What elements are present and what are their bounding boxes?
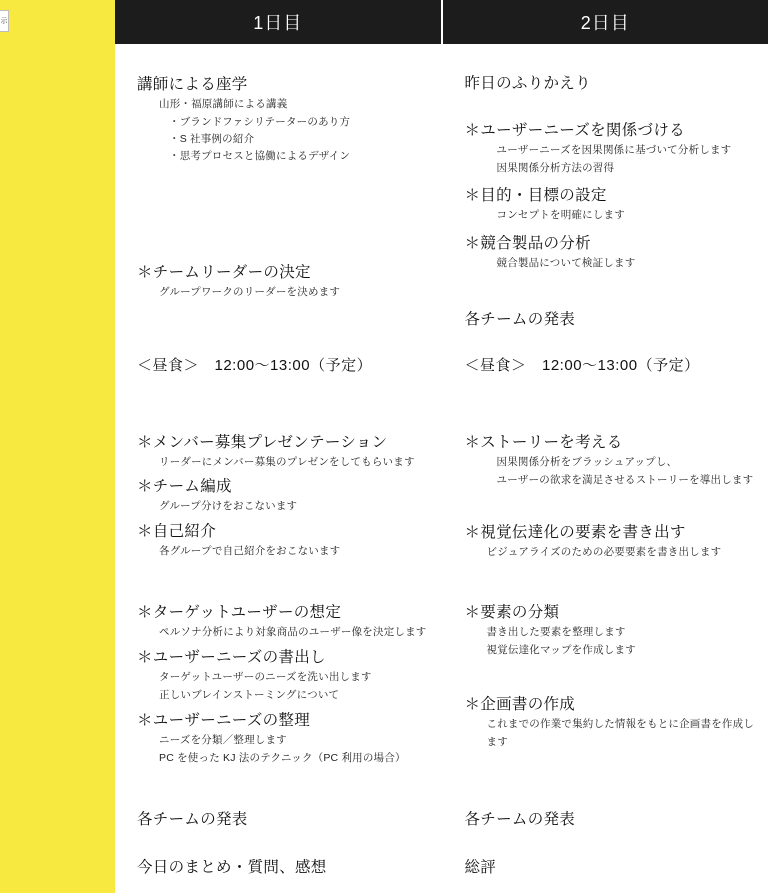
block-detail-line: 視覚伝達化マップを作成します (486, 643, 636, 656)
column-body-day2 (443, 44, 768, 893)
block-detail-line: 競合製品について検証します (496, 257, 636, 270)
block-heading: ＊ターゲットユーザーの想定 (137, 604, 342, 621)
lunch-break-label: ＜昼食＞ 12:00〜13:00（予定） (464, 357, 700, 374)
schedule-block (137, 857, 431, 879)
block-detail-line: グループワークのリーダーを決めます (159, 286, 341, 299)
block-detail-line: リーダーにメンバー募集のプレゼンをしてもらいます (159, 456, 415, 469)
schedule-block (137, 354, 431, 375)
column-day1 (115, 0, 443, 893)
schedule-block (137, 262, 431, 302)
schedule-block (137, 432, 431, 472)
block-heading: 今日のまとめ・質問、感想 (137, 859, 327, 876)
block-heading: ＊視覚伝達化の要素を書き出す (464, 524, 686, 541)
block-detail-line: ペルソナ分析により対象商品のユーザー像を決定します (159, 626, 427, 639)
block-detail-line: これまでの作業で集約した情報をもとに企画書を作成し (486, 718, 754, 731)
schedule-block (465, 432, 759, 489)
block-detail-line: ニーズを分類／整理します (159, 734, 287, 747)
block-detail-line: ビジュアライズのための必要要素を書き出します (486, 546, 722, 559)
column-day2 (443, 0, 768, 893)
schedule-block (137, 521, 431, 561)
schedule-block (465, 522, 759, 562)
block-detail-line: 因果関係分析をブラッシュアップし、 (496, 456, 678, 469)
block-heading: 各チームの発表 (137, 811, 248, 828)
schedule-block (137, 647, 431, 704)
block-detail-line: ・ブランドファシリテーターのあり方 (169, 115, 351, 128)
lunch-break-label: ＜昼食＞ 12:00〜13:00（予定） (137, 357, 373, 374)
block-heading: 各チームの発表 (464, 811, 576, 828)
schedule-block (465, 233, 759, 273)
block-detail-line: コンセプトを明確にします (496, 209, 625, 222)
schedule-block (465, 857, 759, 879)
schedule-block (137, 602, 431, 642)
block-heading: ＊自己紹介 (137, 523, 217, 540)
block-heading: 講師による座学 (137, 76, 248, 93)
schedule-block (137, 74, 431, 166)
block-heading: ＊ストーリーを考える (464, 434, 623, 451)
block-heading: ＊ユーザーニーズを関係づける (464, 122, 685, 139)
block-detail-line: ・思考プロセスと協働によるデザイン (169, 150, 351, 163)
schedule-columns (115, 0, 768, 893)
block-heading: ＊ユーザーニーズの書出し (137, 649, 326, 666)
block-detail-line: 因果関係分析方法の習得 (496, 161, 615, 174)
schedule-block (465, 185, 759, 225)
left-yellow-rail (0, 0, 115, 893)
schedule-block (137, 710, 431, 767)
block-heading: 総評 (464, 859, 497, 876)
block-detail-line: ターゲットユーザーのニーズを洗い出します (159, 671, 372, 684)
block-heading: ＊企画書の作成 (464, 696, 576, 713)
column-header-day2: 2日目 (443, 0, 768, 44)
block-detail-line: 正しいブレインストーミングについて (159, 688, 340, 701)
side-tab-label[interactable]: 示 (0, 10, 9, 32)
column-body-day1 (115, 44, 441, 893)
schedule-block (137, 476, 431, 516)
block-detail-line: 山形・福原講師による講義 (159, 98, 288, 111)
schedule-block (465, 309, 759, 331)
block-heading: ＊競合製品の分析 (464, 235, 591, 252)
block-detail-line: ・S 社事例の紹介 (169, 133, 255, 146)
block-heading: ＊要素の分類 (464, 604, 560, 621)
block-heading: 各チームの発表 (464, 311, 576, 328)
block-detail-line: 書き出した要素を整理します (486, 626, 626, 639)
schedule-block (465, 120, 759, 177)
block-heading: ＊メンバー募集プレゼンテーション (137, 434, 388, 451)
block-heading: ＊チーム編成 (137, 478, 232, 495)
block-heading: ＊チームリーダーの決定 (137, 264, 311, 281)
schedule-block (465, 73, 759, 95)
block-detail-line: ユーザーニーズを因果関係に基づいて分析します (496, 144, 732, 157)
schedule-block (465, 602, 759, 659)
block-heading: ＊目的・目標の設定 (464, 187, 607, 204)
column-header-day1: 1日目 (115, 0, 441, 44)
block-heading: 昨日のふりかえり (464, 75, 591, 92)
block-detail-line: グループ分けをおこないます (159, 500, 298, 513)
block-detail-line: ます (486, 735, 508, 748)
block-detail-line: PC を使った KJ 法のテクニック（PC 利用の場合） (159, 751, 406, 764)
schedule-block (137, 809, 431, 831)
block-heading: ＊ユーザーニーズの整理 (137, 712, 311, 729)
block-detail-line: 各グループで自己紹介をおこないます (159, 545, 341, 558)
schedule-block (465, 694, 759, 751)
block-detail-line: ユーザーの欲求を満足させるストーリーを導出します (496, 473, 754, 486)
schedule-block (465, 354, 759, 375)
schedule-block (465, 809, 759, 831)
